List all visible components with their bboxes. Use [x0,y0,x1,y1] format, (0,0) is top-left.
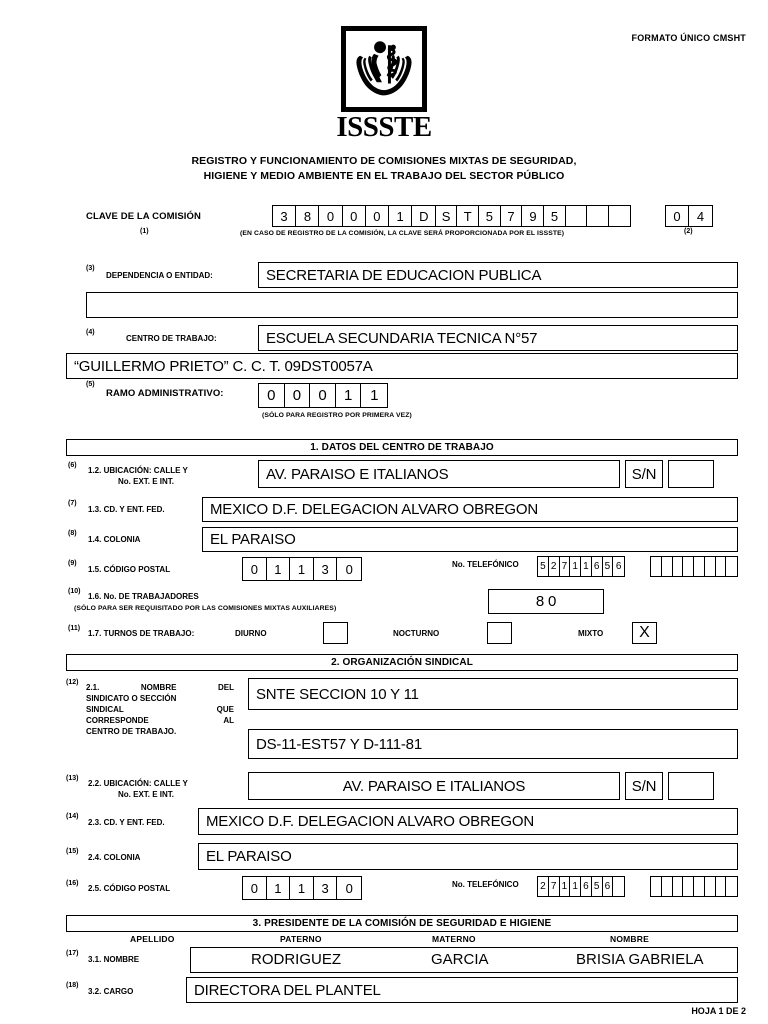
tel-2-cell[interactable]: 2 [538,877,549,896]
cd-ent-2-input[interactable]: MEXICO D.F. DELEGACION ALVARO OBREGON [198,808,738,835]
sindicato-label-l4b: AL [223,716,234,725]
tel-2-alt-cell[interactable] [662,877,673,896]
cp-1-cell[interactable]: 1 [290,558,314,580]
tel-2-alt-cell[interactable] [673,877,684,896]
tel-1-cell[interactable]: 6 [592,557,603,576]
clave-item-number: (1) [140,228,149,235]
sindicato-label-l4a: CORRESPONDE [86,716,149,725]
clave-cell[interactable]: S [436,206,458,226]
tel-2-alt-cell[interactable] [716,877,727,896]
clave-cell[interactable]: 7 [501,206,523,226]
presidente-nombre-input[interactable]: BRISIA GABRIELA [576,951,704,968]
cp-2-cell[interactable]: 0 [345,880,353,896]
clave-cell[interactable] [587,206,609,226]
ubicacion-1-item-number: (6) [68,462,77,469]
turnos-mixto-checkbox[interactable]: X [632,622,657,644]
cp-2-cell[interactable]: 1 [267,877,291,899]
ubicacion-2-int-input[interactable] [668,772,714,800]
issste-wordmark: ISSSTE [336,111,432,143]
presidente-paterno-input[interactable]: RODRIGUEZ [251,951,341,968]
clave-cell[interactable] [566,206,588,226]
trabajadores-label: 1.6. No. DE TRABAJADORES [88,592,199,601]
centro-label: CENTRO DE TRABAJO: [126,334,217,343]
cp-1-cell[interactable]: 3 [314,558,338,580]
ramo-cell[interactable]: 0 [310,384,336,407]
colonia-1-input[interactable]: EL PARAISO [202,527,738,552]
document-title [0,154,768,184]
tel-2-cells[interactable] [537,876,625,897]
clave-group-3[interactable] [435,205,545,227]
trabajadores-input[interactable]: 8 0 [488,589,604,614]
ubicacion-2-street-input[interactable]: AV. PARAISO E ITALIANOS [248,772,620,800]
colonia-1-item-number: (8) [68,530,77,537]
centro-input[interactable]: ESCUELA SECUNDARIA TECNICA N°57 [258,325,738,351]
ubicacion-1-label-line1: 1.2. UBICACIÓN: CALLE Y [88,466,188,475]
tel-1-alt-cell[interactable] [662,557,673,576]
centro-input-line2[interactable]: “GUILLERMO PRIETO” C. C. T. 09DST0057A [66,353,738,379]
tel-1-alt-cell[interactable] [673,557,684,576]
cd-ent-2-item-number: (14) [66,813,79,820]
trabajadores-item-number: (10) [68,588,81,595]
clave-cell[interactable]: 0 [319,206,342,226]
dependencia-input-line2[interactable] [86,292,738,318]
tel-2-cell[interactable]: 1 [560,877,571,896]
clave-cells-group[interactable] [272,205,631,227]
clave-cell[interactable]: 1 [389,206,412,226]
clave-cell[interactable]: 9 [529,208,537,224]
cd-ent-2-label: 2.3. CD. Y ENT. FED. [88,818,165,827]
tel-1-alt-cells[interactable] [650,556,738,577]
tel-1-cell[interactable]: 6 [615,560,622,572]
tel-1-cells[interactable] [537,556,625,577]
clave-cell[interactable]: 0 [343,206,366,226]
tel-1-cell[interactable]: 5 [603,557,614,576]
tel-2-alt-cell[interactable] [651,877,662,896]
turnos-mixto-label: MIXTO [578,629,604,638]
clave-right-cells[interactable] [665,205,713,227]
cp-2-cell[interactable]: 3 [314,877,338,899]
clave-right-item-number: (2) [684,228,693,235]
cd-ent-1-label: 1.3. CD. Y ENT. FED. [88,505,165,514]
turnos-nocturno-checkbox[interactable] [487,622,512,644]
tel-1-alt-cell[interactable] [716,557,727,576]
presidente-cargo-item-number: (18) [66,982,79,989]
cp-1-cell[interactable]: 1 [267,558,291,580]
cp-2-cell[interactable]: 0 [243,877,267,899]
sindicato-label-l5: CENTRO DE TRABAJO. [86,727,177,736]
sindicato-label-l3a: SINDICAL [86,705,124,714]
clave-cell[interactable]: 0 [366,206,389,226]
ramo-label: RAMO ADMINISTRATIVO: [106,388,224,399]
section-3-header: 3. PRESIDENTE DE LA COMISIÓN DE SEGURIDAD E HIGIENE [66,915,738,932]
clave-cell[interactable] [609,206,630,226]
presidente-nombre-label: 3.1. NOMBRE [88,955,140,964]
sindicato-code-input[interactable]: DS-11-EST57 Y D-111-81 [248,729,738,759]
sindicato-label-l2: SINDICATO O SECCIÓN [86,694,177,703]
tel-2-alt-cell[interactable] [683,877,694,896]
sindicato-label-l1c: DEL [218,683,234,692]
cp-2-cells[interactable] [242,876,362,900]
tel-2-alt-cell[interactable] [726,877,737,896]
presidente-materno-input[interactable]: GARCIA [431,951,489,968]
ubicacion-2-label-line1: 2.2. UBICACIÓN: CALLE Y [88,779,188,788]
ramo-cells[interactable] [258,383,388,408]
tel-1-cell[interactable]: 1 [581,557,592,576]
tel-2-alt-cell[interactable] [694,877,705,896]
clave-label: CLAVE DE LA COMISIÓN [86,211,201,222]
presidente-nombre-row[interactable] [190,947,738,973]
clave-note: (EN CASO DE REGISTRO DE LA COMISIÓN, LA CLAVE SERÁ PROPORCIONADA POR EL ISSSTE) [240,230,565,237]
sindicato-item-number: (12) [66,679,79,686]
tel-1-cell[interactable]: 5 [538,557,549,576]
tel-2-label: No. TELEFÓNICO [452,880,519,889]
clave-cell[interactable]: D [419,208,429,224]
turnos-diurno-label: DIURNO [235,629,267,638]
tel-1-cell[interactable]: 1 [570,557,581,576]
colonia-2-label: 2.4. COLONIA [88,853,141,862]
tel-1-alt-cell[interactable] [683,557,694,576]
tel-2-cell[interactable]: 6 [603,877,614,896]
tel-2-cell[interactable] [613,877,624,896]
cp-2-label: 2.5. CÓDIGO POSTAL [88,884,171,893]
tel-2-cell[interactable]: 5 [592,877,603,896]
section-1-header: 1. DATOS DEL CENTRO DE TRABAJO [66,439,738,456]
ramo-item-number: (5) [86,381,95,388]
hands-cradling-caduceus-icon [351,36,417,102]
tel-1-cell[interactable]: 2 [549,557,560,576]
column-header-materno: MATERNO [432,934,476,944]
tel-2-cell[interactable]: 7 [549,877,560,896]
ubicacion-2-item-number: (13) [66,775,79,782]
ramo-cell[interactable]: 1 [336,384,362,407]
clave-cell[interactable]: 5 [479,206,501,226]
ubicacion-1-street-input[interactable]: AV. PARAISO E ITALIANOS [258,460,620,488]
sindicato-label [86,682,234,737]
clave-group-1[interactable] [272,205,320,227]
ubicacion-1-ext-input[interactable]: S/N [625,460,663,488]
turnos-label: 1.7. TURNOS DE TRABAJO: [88,629,195,638]
trabajadores-note: (SÓLO PARA SER REQUISITADO POR LAS COMISIONES MIXTAS AUXILIARES) [74,605,337,612]
sindicato-label-l1b: NOMBRE [140,683,177,692]
ubicacion-1-int-input[interactable] [668,460,714,488]
tel-1-alt-cell[interactable] [694,557,705,576]
ramo-cell[interactable]: 1 [370,387,379,404]
ubicacion-1-label-line2: No. EXT. E INT. [118,477,175,486]
clave-right-cell[interactable]: 0 [666,206,689,226]
tel-1-alt-cell[interactable] [651,557,662,576]
cp-1-cell[interactable]: 0 [243,558,267,580]
column-header-apellido: APELLIDO [130,934,175,944]
document-title-line2: HIGIENE Y MEDIO AMBIENTE EN EL TRABAJO DEL SECTOR PÚBLICO [203,170,565,182]
document-title-line1: REGISTRO Y FUNCIONAMIENTO DE COMISIONES MIXTAS DE SEGURIDAD, [191,155,577,167]
sindicato-label-l1a: 2.1. [86,683,100,692]
ramo-cell[interactable]: 0 [259,384,285,407]
clave-right-cell[interactable]: 4 [696,208,705,224]
issste-logo [0,26,768,142]
presidente-cargo-input[interactable]: DIRECTORA DEL PLANTEL [186,977,738,1003]
dependencia-item-number: (3) [86,265,95,272]
presidente-nombre-item-number: (17) [66,950,79,957]
ubicacion-2-label-line2: No. EXT. E INT. [118,790,175,799]
clave-cell[interactable]: 3 [273,206,296,226]
clave-cell[interactable]: 5 [544,206,566,226]
section-2-header: 2. ORGANIZACIÓN SINDICAL [66,654,738,671]
colonia-2-input[interactable]: EL PARAISO [198,843,738,870]
cp-2-cell[interactable]: 1 [290,877,314,899]
format-code-label: FORMATO ÚNICO CMSHT [631,33,746,43]
cp-1-label: 1.5. CÓDIGO POSTAL [88,565,171,574]
cp-1-item-number: (9) [68,560,77,567]
sindicato-name-input[interactable]: SNTE SECCION 10 Y 11 [248,678,738,710]
presidente-cargo-label: 3.2. CARGO [88,987,134,996]
tel-1-alt-cell[interactable] [705,557,716,576]
clave-group-2[interactable] [318,205,436,227]
tel-2-cell[interactable]: 1 [570,877,581,896]
clave-cell[interactable]: 8 [303,208,312,224]
colonia-1-label: 1.4. COLONIA [88,535,141,544]
column-header-nombre: NOMBRE [610,934,649,944]
tel-2-alt-cells[interactable] [650,876,738,897]
tel-2-cell[interactable]: 6 [581,877,592,896]
cd-ent-1-item-number: (7) [68,500,77,507]
sindicato-label-l3b: QUE [216,705,234,714]
ubicacion-2-ext-input[interactable]: S/N [625,772,663,800]
turnos-diurno-checkbox[interactable] [323,622,348,644]
page-number-footer: HOJA 1 DE 2 [691,1006,746,1016]
ramo-cell[interactable]: 0 [285,384,311,407]
centro-item-number: (4) [86,329,95,336]
dependencia-input[interactable]: SECRETARIA DE EDUCACION PUBLICA [258,262,738,288]
cp-1-cells[interactable] [242,557,362,581]
cd-ent-1-input[interactable]: MEXICO D.F. DELEGACION ALVARO OBREGON [202,497,738,522]
clave-group-4[interactable] [543,205,631,227]
dependencia-label: DEPENDENCIA O ENTIDAD: [106,271,213,280]
colonia-2-item-number: (15) [66,848,79,855]
tel-2-alt-cell[interactable] [705,877,716,896]
cp-2-item-number: (16) [66,880,79,887]
cp-1-cell[interactable]: 0 [345,561,353,577]
clave-cell[interactable]: T [457,206,479,226]
issste-logo-mark [341,26,427,112]
tel-1-cell[interactable]: 7 [560,557,571,576]
tel-1-label: No. TELEFÓNICO [452,560,519,569]
ramo-note: (SÓLO PARA REGISTRO POR PRIMERA VEZ) [262,412,412,419]
turnos-item-number: (11) [68,625,81,632]
column-header-paterno: PATERNO [280,934,322,944]
tel-1-alt-cell[interactable] [726,557,737,576]
turnos-nocturno-label: NOCTURNO [393,629,440,638]
